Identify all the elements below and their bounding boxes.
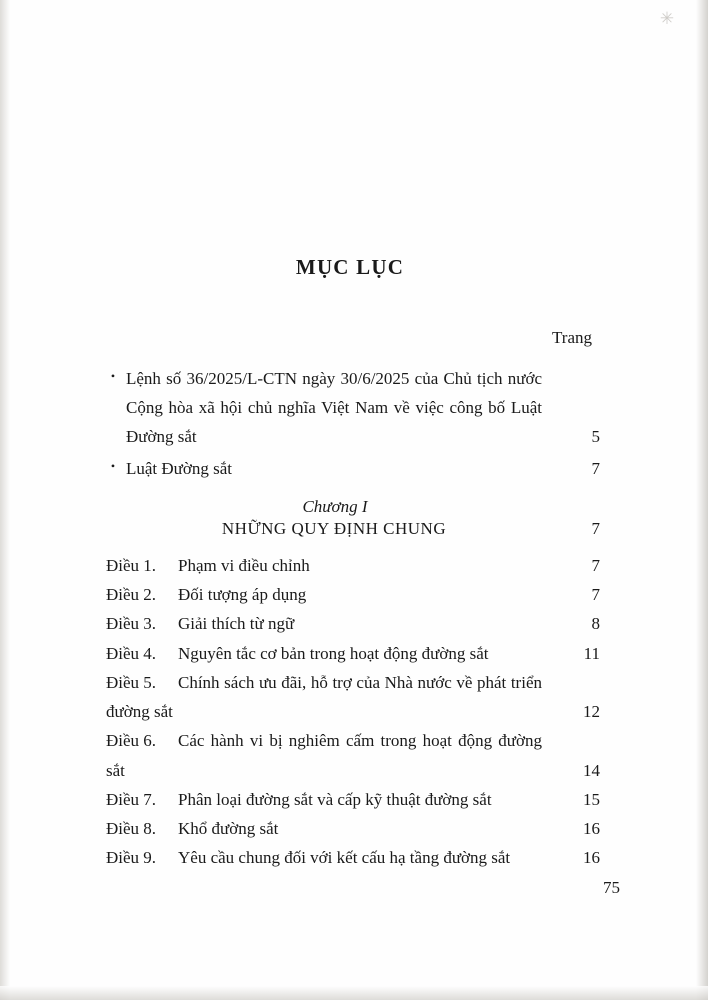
toc-entry-text: Lệnh số 36/2025/L-CTN ngày 30/6/2025 của Chủ tịch nước Cộng hòa xã hội chủ nghĩa Việt Nam về việc công bố Luật Đường sắt bbox=[126, 369, 542, 447]
article-list bbox=[100, 551, 600, 873]
article-page: 16 bbox=[583, 819, 600, 839]
page-edge-left bbox=[0, 0, 10, 1000]
chapter-number: Chương I bbox=[302, 496, 368, 516]
article-title: Khổ đường sắt bbox=[178, 819, 279, 839]
article-text bbox=[100, 726, 552, 784]
asterisk-icon: ✳ bbox=[659, 9, 675, 28]
toc-article[interactable] bbox=[100, 551, 600, 580]
article-page: 15 bbox=[583, 789, 600, 809]
article-text bbox=[100, 580, 552, 609]
article-label: Điều 2. bbox=[106, 585, 157, 605]
toc-article[interactable] bbox=[100, 843, 600, 872]
article-text bbox=[100, 785, 552, 814]
chapter-title: NHỮNG QUY ĐỊNH CHUNG bbox=[221, 518, 447, 538]
article-text bbox=[100, 814, 552, 843]
page-edge-bottom bbox=[0, 986, 708, 1000]
toc-article[interactable] bbox=[100, 726, 600, 784]
toc-article[interactable] bbox=[100, 639, 600, 668]
toc-article[interactable] bbox=[100, 814, 600, 843]
article-page: 14 bbox=[583, 760, 600, 780]
article-page: 11 bbox=[583, 643, 600, 663]
chapter-row bbox=[100, 519, 600, 539]
article-title: Giải thích từ ngữ bbox=[178, 614, 295, 634]
article-page: 12 bbox=[583, 702, 600, 722]
article-page: 7 bbox=[591, 585, 600, 605]
toc-article[interactable] bbox=[100, 580, 600, 609]
article-label: Điều 7. bbox=[106, 789, 157, 809]
article-title: Chính sách ưu đãi, hỗ trợ của Nhà nước về phát triển đường sắt bbox=[106, 672, 542, 722]
article-title: Yêu cầu chung đối với kết cấu hạ tầng đường sắt bbox=[178, 848, 511, 868]
table-of-contents bbox=[100, 255, 600, 873]
article-text bbox=[100, 639, 552, 668]
article-label: Điều 3. bbox=[106, 614, 157, 634]
article-label: Điều 4. bbox=[106, 643, 157, 663]
article-title: Phân loại đường sắt và cấp kỹ thuật đường sắt bbox=[178, 789, 492, 809]
article-text bbox=[100, 843, 552, 872]
toc-entry-text: Luật Đường sắt bbox=[126, 458, 233, 478]
toc-entry-page: 7 bbox=[591, 458, 600, 478]
article-title: Phạm vi điều chỉnh bbox=[178, 555, 310, 575]
article-label: Điều 9. bbox=[106, 848, 157, 868]
toc-entry[interactable] bbox=[100, 454, 600, 483]
article-title: Các hành vi bị nghiêm cấm trong hoạt động đường sắt bbox=[106, 731, 542, 780]
chapter-page: 7 bbox=[591, 518, 600, 538]
toc-entry[interactable] bbox=[100, 364, 600, 452]
article-label: Điều 5. bbox=[106, 672, 157, 692]
article-title: Nguyên tắc cơ bản trong hoạt động đường sắt bbox=[178, 643, 489, 663]
toc-chapter[interactable] bbox=[100, 497, 600, 539]
article-text bbox=[100, 609, 552, 638]
article-label: Điều 6. bbox=[106, 731, 157, 751]
article-text bbox=[100, 668, 552, 726]
toc-article[interactable] bbox=[100, 668, 600, 726]
article-page: 8 bbox=[591, 614, 600, 634]
page-edge-right bbox=[696, 0, 708, 1000]
article-text bbox=[100, 551, 552, 580]
article-page: 16 bbox=[583, 848, 600, 868]
page-column-header: Trang bbox=[552, 328, 592, 347]
page-title: MỤC LỤC bbox=[295, 255, 405, 279]
article-label: Điều 1. bbox=[106, 555, 157, 575]
page-number: 75 bbox=[603, 878, 620, 897]
article-page: 7 bbox=[591, 555, 600, 575]
toc-article[interactable] bbox=[100, 609, 600, 638]
toc-article[interactable] bbox=[100, 785, 600, 814]
toc-entry-page: 5 bbox=[591, 427, 600, 447]
article-label: Điều 8. bbox=[106, 819, 157, 839]
bullet-icon: • bbox=[110, 369, 116, 383]
bullet-icon: • bbox=[110, 458, 116, 473]
article-title: Đối tượng áp dụng bbox=[178, 585, 307, 605]
